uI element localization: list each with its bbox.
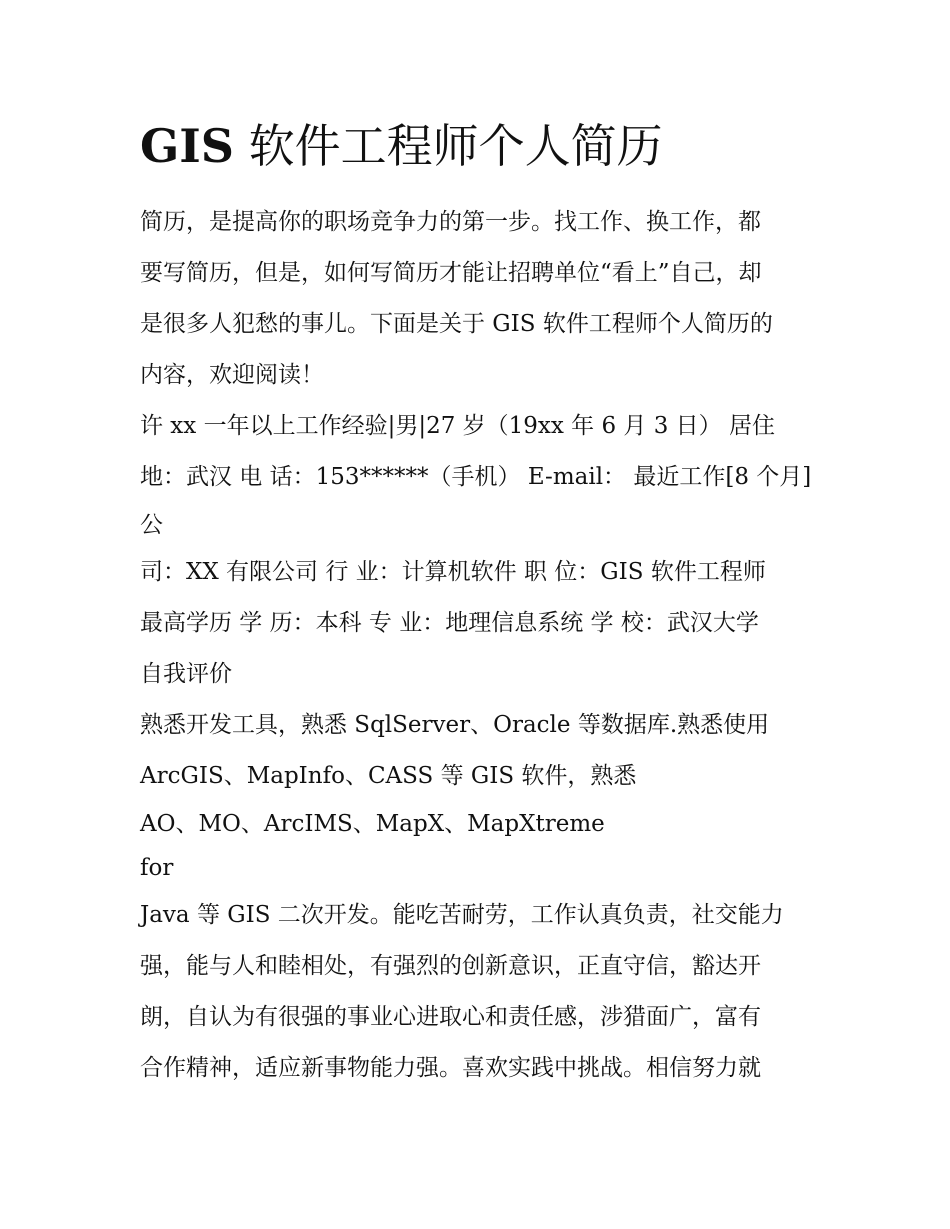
body-line: 合作精神，适应新事物能力强。喜欢实践中挑战。相信努力就: [140, 1055, 761, 1081]
body-line: Java 等 GIS 二次开发。能吃苦耐劳，工作认真负责，社交能力: [140, 902, 784, 928]
section-heading: 自我评价: [140, 661, 232, 687]
body-line: 熟悉开发工具，熟悉 SqlServer、Oracle 等数据库.熟悉使用: [140, 712, 770, 738]
document-title: [140, 110, 663, 182]
body-line: 是很多人犯愁的事儿。下面是关于 GIS 软件工程师个人简历的: [140, 311, 773, 337]
title-cjk: 软件工程师个人简历: [234, 119, 663, 173]
body-line: for: [140, 855, 174, 881]
body-line: 最高学历 学 历：本科 专 业：地理信息系统 学 校：武汉大学: [140, 610, 759, 636]
body-line: 内容，欢迎阅读！: [140, 362, 324, 388]
body-line: 地：武汉 电 话：153******（手机） E-mail： 最近工作[8 个月]: [140, 464, 812, 490]
body-line: 要写简历，但是，如何写简历才能让招聘单位“看上”自己，却: [140, 260, 762, 286]
body-line: 司：XX 有限公司 行 业：计算机软件 职 位：GIS 软件工程师: [140, 559, 766, 585]
body-line: 朗，自认为有很强的事业心进取心和责任感，涉猎面广，富有: [140, 1004, 761, 1030]
title-latin: GIS: [140, 119, 235, 173]
body-line: 许 xx 一年以上工作经验|男|27 岁（19xx 年 6 月 3 日） 居住: [140, 413, 775, 439]
body-line: AO、MO、ArcIMS、MapX、MapXtreme: [140, 811, 605, 837]
body-line: 简历，是提高你的职场竞争力的第一步。找工作、换工作，都: [140, 209, 761, 235]
body-line: 强，能与人和睦相处，有强烈的创新意识，正直守信，豁达开: [140, 953, 761, 979]
body-line: 公: [140, 512, 163, 538]
body-line: ArcGIS、MapInfo、CASS 等 GIS 软件，熟悉: [140, 763, 637, 789]
document-body: [140, 197, 830, 1094]
